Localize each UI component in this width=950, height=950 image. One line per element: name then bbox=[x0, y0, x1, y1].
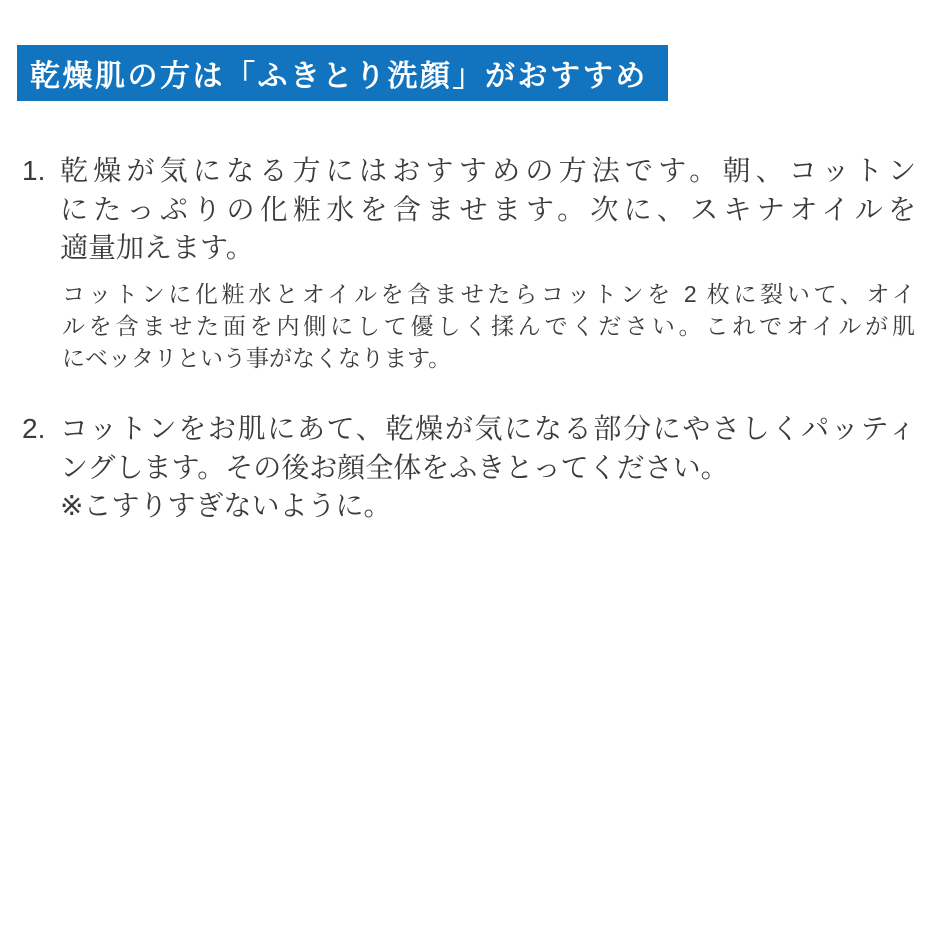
step-1-note-line-3: にベッタリという事がなくなります。 bbox=[62, 345, 452, 371]
step-1-text bbox=[60, 152, 916, 268]
step-1-line-2: にたっぷりの化粧水を含ませます。次に、スキナオイルを bbox=[60, 193, 916, 225]
step-1-line-1: 乾燥が気になる方にはおすすめの方法です。朝、コットン bbox=[60, 155, 916, 186]
step-2-line-3: ※こすりすぎないように。 bbox=[60, 490, 392, 521]
step-2-number: 2. bbox=[22, 413, 46, 444]
step-1-note bbox=[62, 278, 915, 374]
step-1-note-line-2: ルを含ませた面を内側にして優しく揉んでください。これでオイルが肌 bbox=[62, 313, 915, 339]
step-1-line-3: 適量加えます。 bbox=[60, 232, 254, 263]
step-2-line-2: ングします。その後お顔全体をふきとってください。 bbox=[60, 451, 729, 483]
step-1-note-line-1: コットンに化粧水とオイルを含ませたらコットンを 2 枚に裂いて、オイ bbox=[62, 281, 915, 307]
step-2-line-1: コットンをお肌にあて、乾燥が気になる部分にやさしくパッティ bbox=[60, 413, 916, 444]
step-1-number: 1. bbox=[22, 155, 46, 186]
step-2-text bbox=[60, 410, 916, 526]
section-header-title: 乾燥肌の方は「ふきとり洗顔」がおすすめ bbox=[30, 60, 648, 93]
section-header-banner bbox=[17, 45, 668, 101]
